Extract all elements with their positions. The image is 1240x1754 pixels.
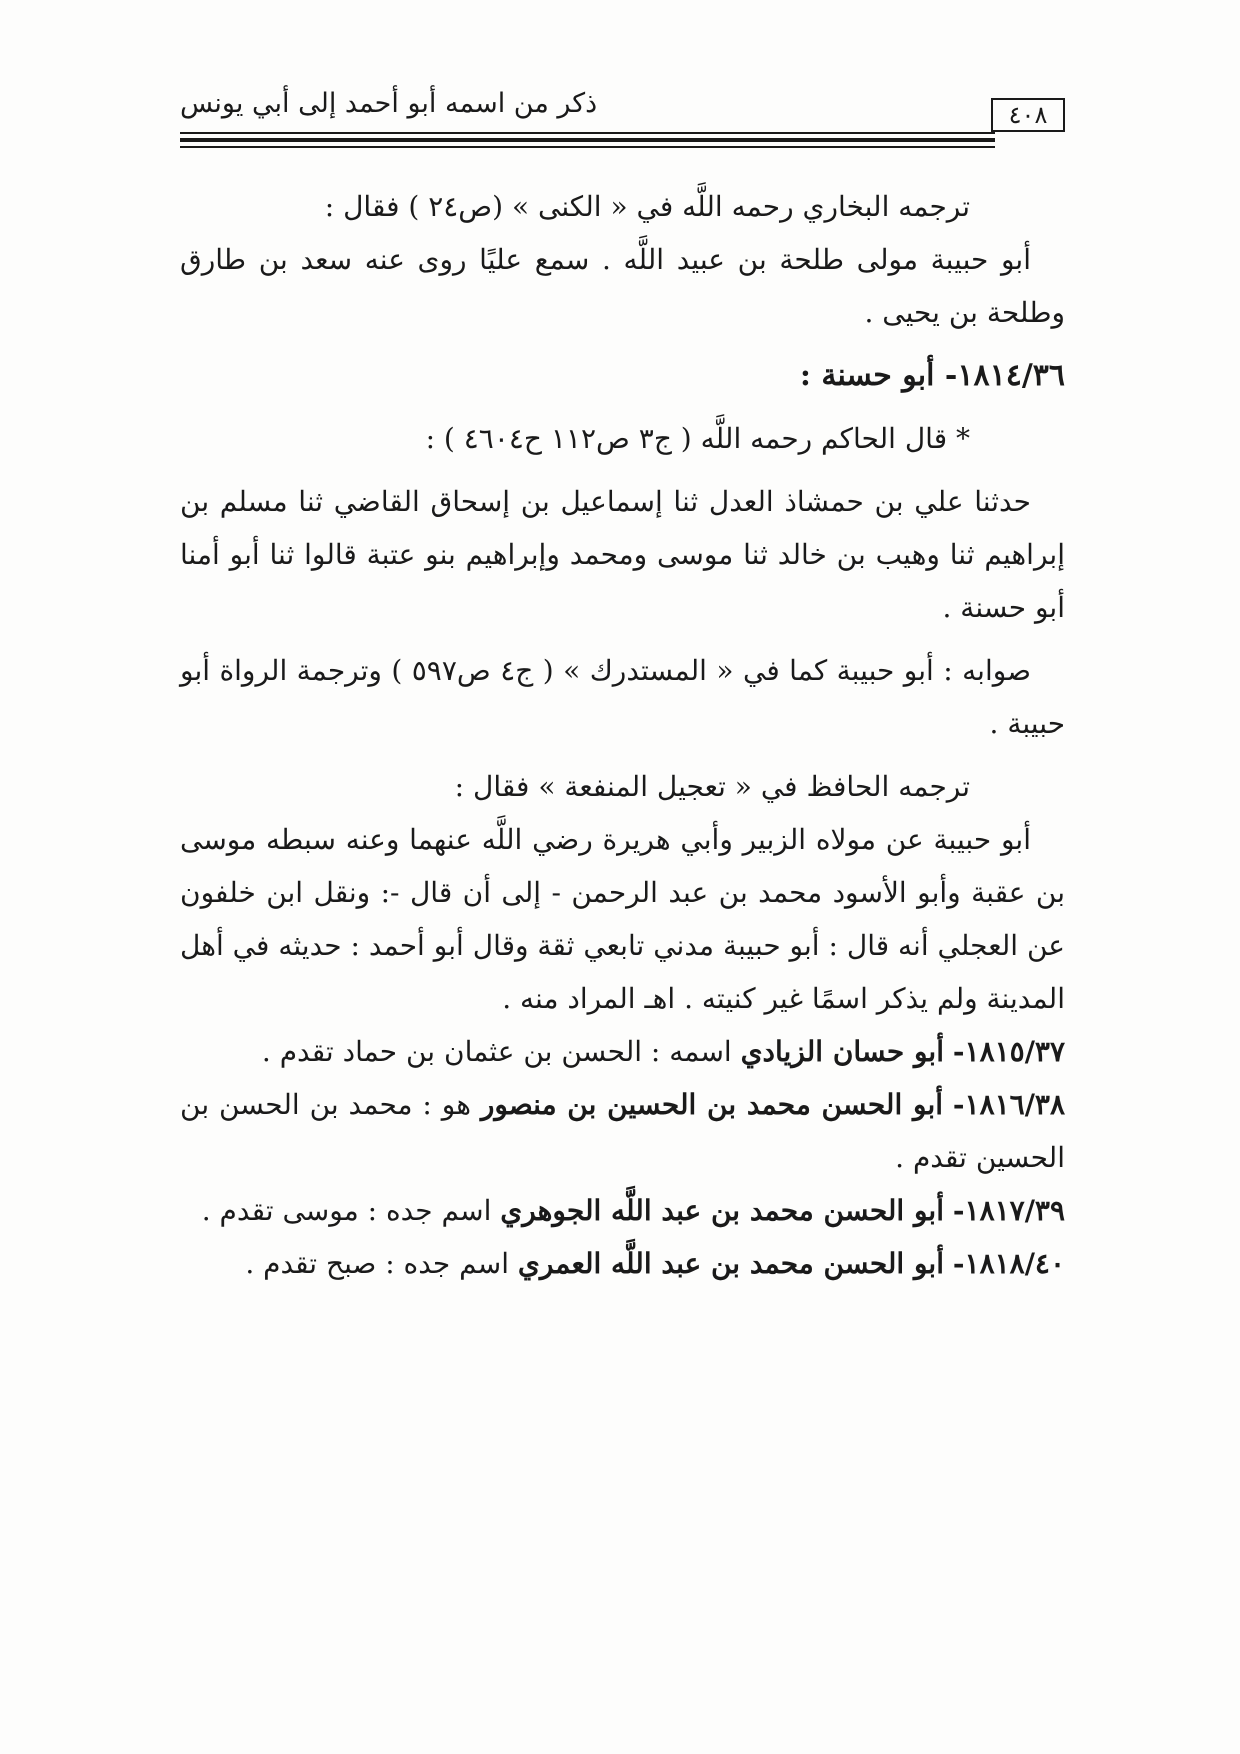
page-body <box>180 180 1065 1290</box>
entry-name: أبو حسان الزيادي <box>740 1035 944 1068</box>
entry-text: اسم جده : موسى تقدم . <box>201 1194 492 1227</box>
entry-text: هو : محمد بن الحسن بن الحسين تقدم . <box>180 1088 1065 1174</box>
entry-37 <box>180 1025 1065 1078</box>
entry-number: ١٨١٨/٤٠- <box>952 1247 1065 1280</box>
running-title: ذكر من اسمه أبو أحمد إلى أبي يونس <box>180 88 598 119</box>
entry-heading-36: ١٨١٤/٣٦- أبو حسنة : <box>799 358 1065 393</box>
hakim-source: * قال الحاكم رحمه اللَّه ( ج٣ ص١١٢ ح٤٦٠٤ ) : <box>425 422 970 455</box>
page-header <box>180 84 1065 154</box>
page-number: ٤٠٨ <box>991 98 1065 132</box>
entry-name: أبو الحسن محمد بن عبد اللَّه العمري <box>517 1247 944 1280</box>
header-rule-middle <box>180 138 995 142</box>
hakim-text: حدثنا علي بن حمشاذ العدل ثنا إسماعيل بن إسحاق القاضي ثنا مسلم بن إبراهيم ثنا وهيب بن خالد ثنا موسى ومحمد وإبراهيم بنو عتبة قالوا ثنا أبو أمنا أبو حسنة . <box>180 485 1065 624</box>
entry-number: ١٨١٥/٣٧- <box>952 1035 1065 1068</box>
entry-name: أبو الحسن محمد بن عبد اللَّه الجوهري <box>500 1194 944 1227</box>
correction-note: صوابه : أبو حبيبة كما في « المستدرك » ( ج٤ ص٥٩٧ ) وترجمة الرواة أبو حبيبة . <box>180 654 1065 740</box>
hafiz-text: أبو حبيبة عن مولاه الزبير وأبي هريرة رضي اللَّه عنهما وعنه سبطه موسى بن عقبة وأبو الأسود محمد بن عبد الرحمن - إلى أن قال -: ونقل ابن خلفون عن العجلي أنه قال : أبو حبيبة مدني تابعي ثقة وقال أبو أحمد : حديثه في أهل المدينة ولم يذكر اسمًا غير كنيته . اهـ المراد منه . <box>180 823 1065 1015</box>
bukhari-text: أبو حبيبة مولى طلحة بن عبيد اللَّه . سمع عليًا روى عنه سعد بن طارق وطلحة بن يحيى . <box>180 243 1065 329</box>
entry-text: اسم جده : صبح تقدم . <box>245 1247 509 1280</box>
header-rule-top <box>180 132 995 134</box>
entry-38 <box>180 1078 1065 1184</box>
entry-name: أبو الحسن محمد بن الحسين بن منصور <box>480 1088 944 1121</box>
hafiz-intro: ترجمه الحافظ في « تعجيل المنفعة » فقال : <box>454 770 970 803</box>
header-rule-bottom <box>180 146 995 148</box>
bukhari-intro: ترجمه البخاري رحمه اللَّه في « الكنى » (ص٢٤ ) فقال : <box>324 190 970 223</box>
entry-40 <box>180 1237 1065 1290</box>
entry-text: اسمه : الحسن بن عثمان بن حماد تقدم . <box>261 1035 732 1068</box>
entry-number: ١٨١٧/٣٩- <box>952 1194 1065 1227</box>
entry-39 <box>180 1184 1065 1237</box>
entry-number: ١٨١٦/٣٨- <box>952 1088 1065 1121</box>
